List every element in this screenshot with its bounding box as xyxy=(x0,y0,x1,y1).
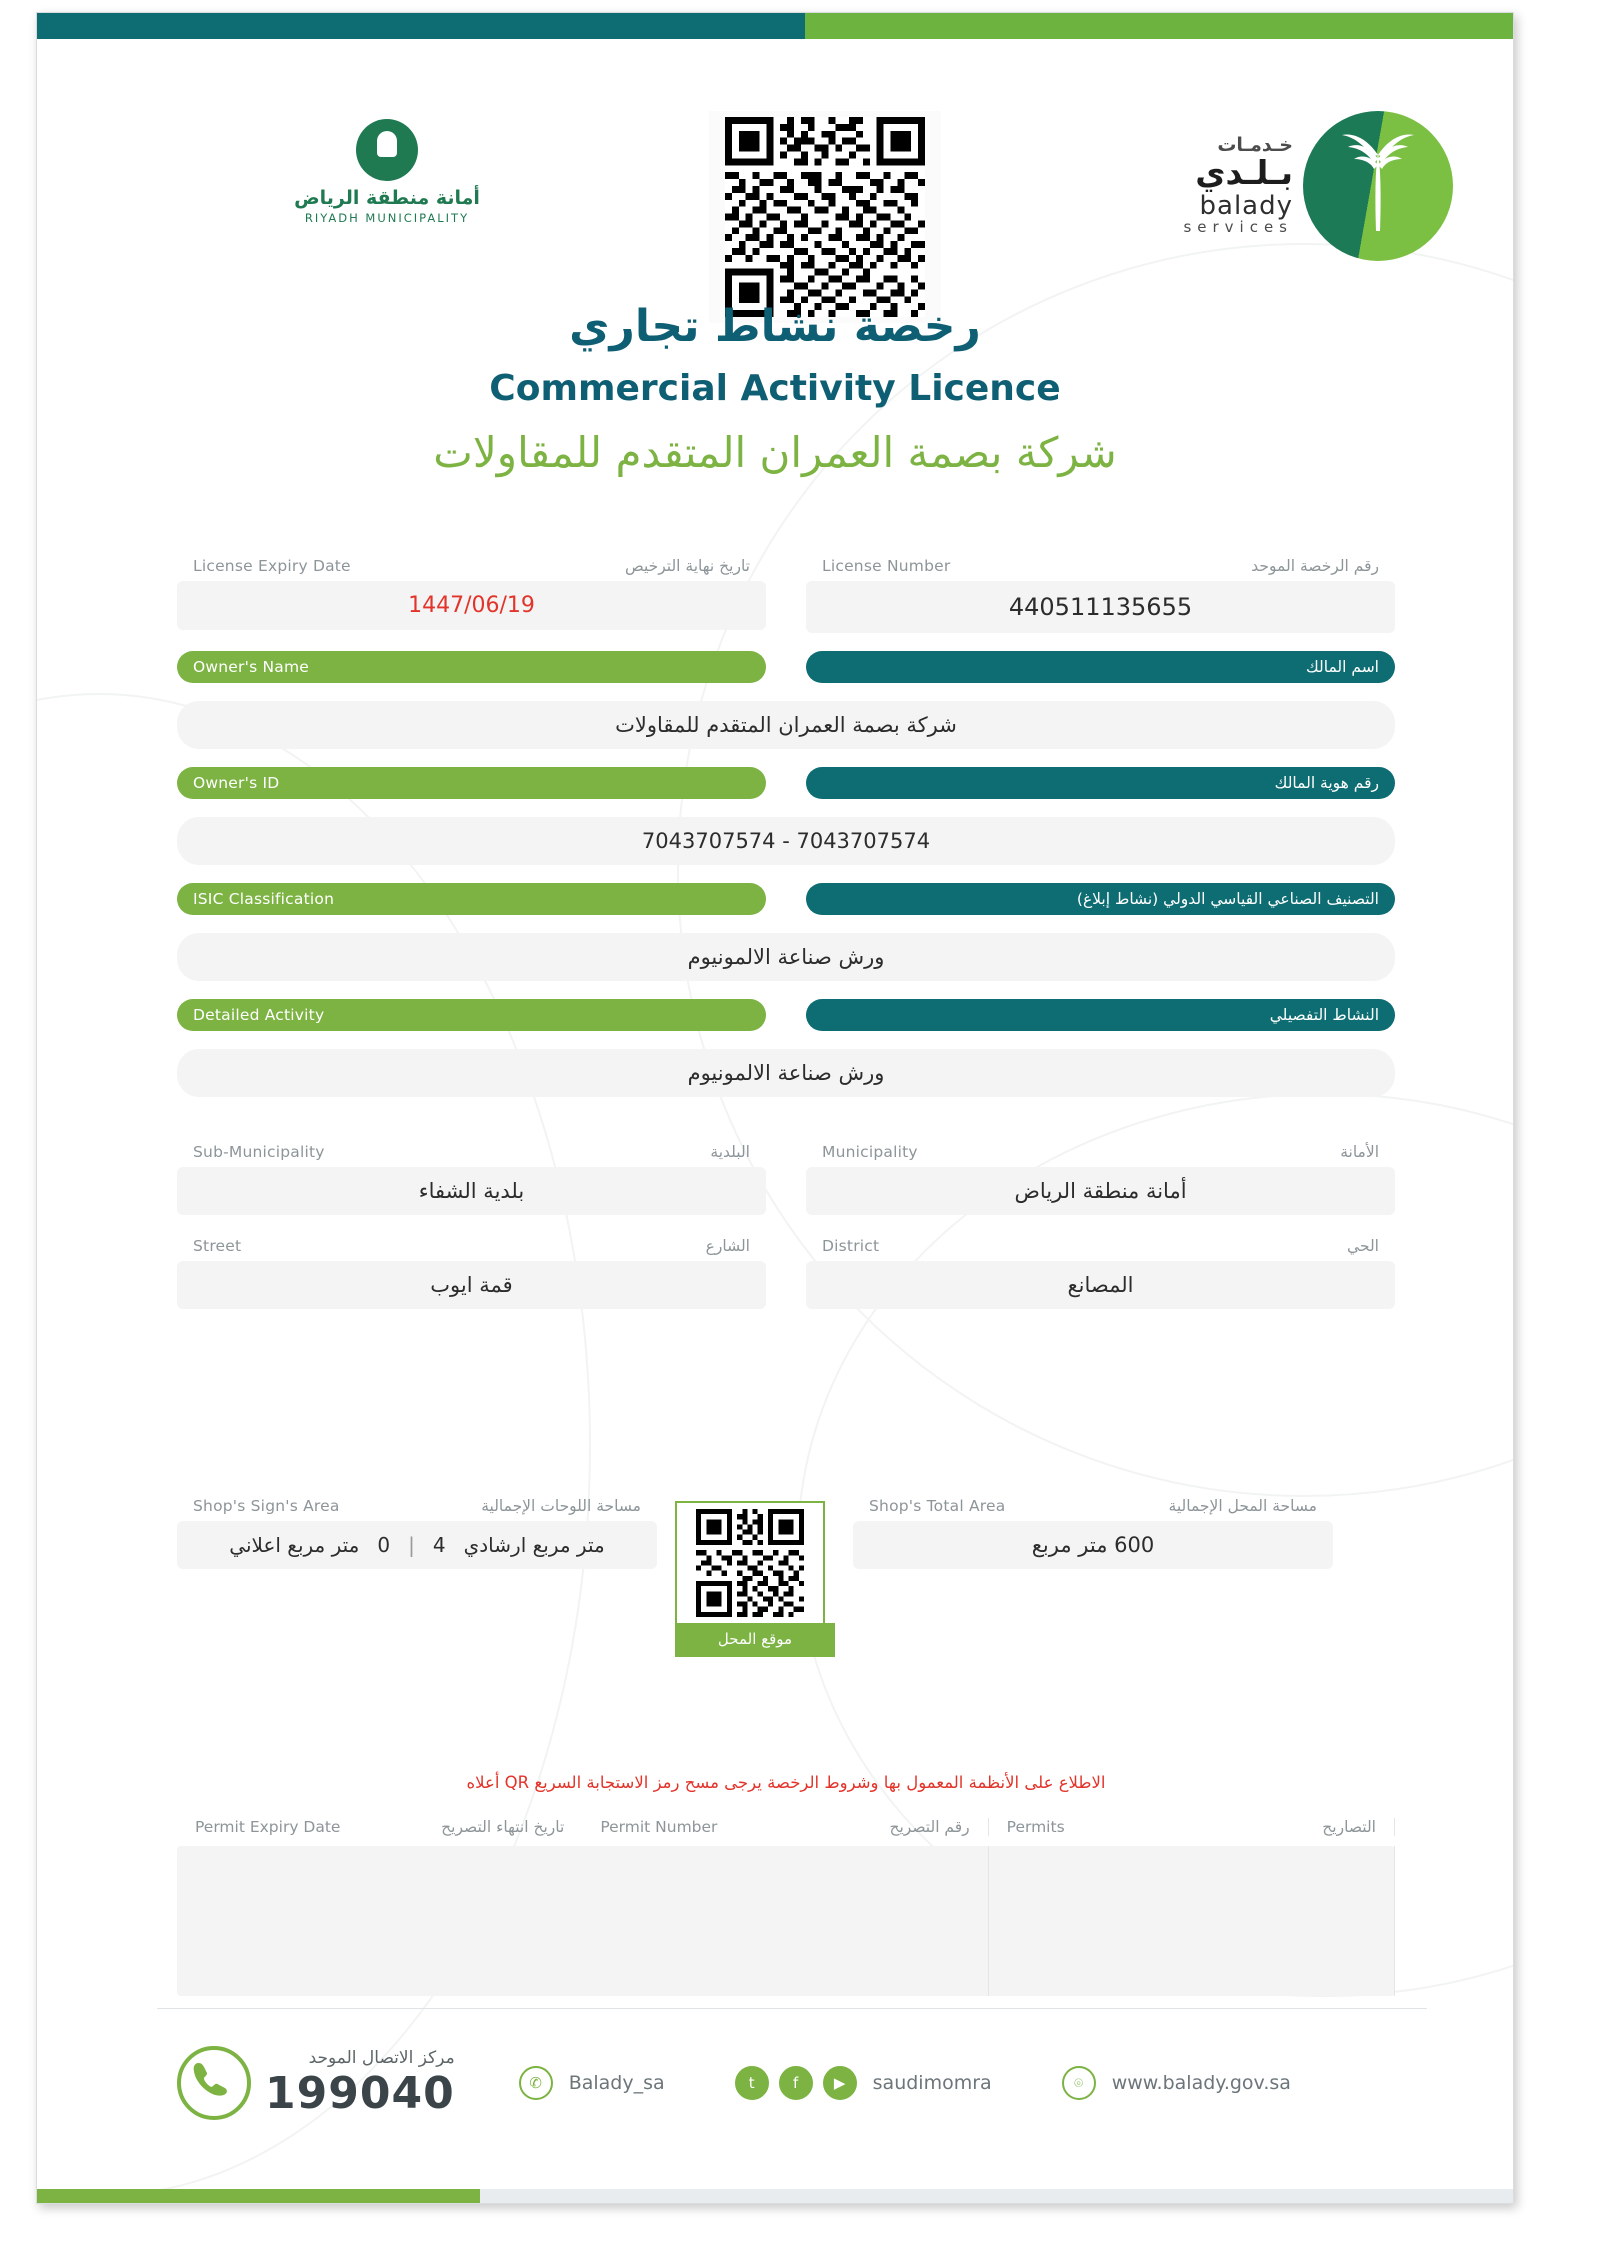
isic-label-ar-pill xyxy=(806,883,1395,915)
permits-col-permits-ar: التصاريح xyxy=(1322,1818,1376,1836)
balady-label-ar-big: بـلـدي xyxy=(1195,153,1293,193)
detailed-activity-label-en-pill xyxy=(177,999,766,1031)
sign-area-label xyxy=(177,1493,657,1517)
permits-col-expiry-en: Permit Expiry Date xyxy=(195,1818,341,1836)
owner-name-label-ar: اسم المالك xyxy=(1305,658,1379,676)
company-name: شركة بصمة العمران المتقدم للمقاولات xyxy=(433,428,1117,477)
top-color-bar xyxy=(37,13,1513,39)
sub-municipality-label-ar: البلدية xyxy=(710,1143,750,1161)
municipality-label xyxy=(806,1139,1395,1163)
globe-icon[interactable]: ⌾ xyxy=(1062,2066,1096,2100)
permits-body-cell-expiry xyxy=(177,1846,582,1996)
shop-location-caption: موقع المحل xyxy=(675,1623,835,1657)
sub-municipality-label-en: Sub-Municipality xyxy=(193,1143,325,1161)
license-expiry-label-ar: تاريخ نهاية الترخيص xyxy=(624,557,750,575)
license-expiry-label xyxy=(177,553,766,577)
sign-area-guide-unit: متر مربع ارشادي xyxy=(463,1533,605,1557)
isic-label-teal xyxy=(806,883,1395,915)
permits-table-header xyxy=(177,1808,1395,1846)
detailed-activity-label-en: Detailed Activity xyxy=(193,1006,325,1024)
sub-municipality-label xyxy=(177,1139,766,1163)
area-section xyxy=(177,1493,1395,1657)
social-handle[interactable]: saudimomra xyxy=(872,2072,992,2094)
total-area-label xyxy=(853,1493,1333,1517)
balady-label-en: balady xyxy=(1199,190,1293,221)
street-label-en: Street xyxy=(193,1237,242,1255)
owner-id-value: 7043707574 - 7043707574 xyxy=(177,817,1395,865)
street-value: قمة ايوب xyxy=(177,1261,766,1309)
isic-label-ar: التصنيف الصناعي القياسي الدولي (نشاط إبلاغ) xyxy=(1076,890,1379,908)
twitter-icon[interactable]: ✆ xyxy=(519,2066,553,2100)
youtube-icon[interactable]: ▶ xyxy=(823,2066,857,2100)
total-area-label-ar: مساحة المحل الإجمالية xyxy=(1168,1497,1317,1515)
sign-area-label-ar: مساحة اللوحات الإجمالية xyxy=(481,1497,641,1515)
sign-area-value-parts xyxy=(193,1533,641,1557)
sign-area-guide-number: 4 xyxy=(432,1533,446,1557)
balady-services-logo xyxy=(1183,111,1453,261)
isic-label-green xyxy=(177,883,766,915)
balady-emblem-icon xyxy=(1303,111,1453,261)
phone-icon xyxy=(177,2046,251,2120)
district-label-en: District xyxy=(822,1237,880,1255)
owner-id-label-ar-pill xyxy=(806,767,1395,799)
municipality-name-ar: أمانة منطقة الرياض xyxy=(294,187,480,209)
owner-name-label-ar-pill xyxy=(806,651,1395,683)
sign-area-label-en: Shop's Sign's Area xyxy=(193,1497,340,1515)
field-sub-municipality xyxy=(177,1139,766,1215)
permits-body-cell-permits xyxy=(989,1846,1395,1996)
license-expiry-value: 1447/06/19 xyxy=(177,581,766,630)
licence-sheet xyxy=(36,12,1514,2204)
municipality-emblem-icon xyxy=(356,119,418,181)
detailed-activity-label-ar: النشاط التفصيلي xyxy=(1269,1006,1379,1024)
district-label xyxy=(806,1233,1395,1257)
owner-name-label-teal xyxy=(806,651,1395,683)
field-license-expiry xyxy=(177,553,766,633)
municipality-value: أمانة منطقة الرياض xyxy=(806,1167,1395,1215)
owner-id-label-teal xyxy=(806,767,1395,799)
permits-col-number-en: Permit Number xyxy=(600,1818,718,1836)
sub-municipality-value: بلدية الشفاء xyxy=(177,1167,766,1215)
bottom-bar-green xyxy=(37,2189,480,2203)
sign-area-ad-unit: متر مربع اعلاني xyxy=(229,1533,360,1557)
isic-value: ورش صناعة الالمونيوم xyxy=(177,933,1395,981)
sign-area-ad-number: 0 xyxy=(377,1533,391,1557)
phone-glyph-icon xyxy=(181,2050,239,2108)
shop-location-qr[interactable] xyxy=(675,1501,835,1657)
total-area-value: 600 متر مربع xyxy=(853,1521,1333,1569)
riyadh-municipality-logo xyxy=(267,119,507,225)
owner-id-label-en: Owner's ID xyxy=(193,774,280,792)
owner-name-label-green xyxy=(177,651,766,683)
field-total-area xyxy=(853,1493,1333,1569)
call-center-number: 199040 xyxy=(265,2067,455,2119)
licence-fields xyxy=(177,553,1395,1327)
license-number-label xyxy=(806,553,1395,577)
detailed-activity-value: ورش صناعة الالمونيوم xyxy=(177,1049,1395,1097)
owner-name-value: شركة بصمة العمران المتقدم للمقاولات xyxy=(177,701,1395,749)
page-title-ar: رخصة نشاط تجاري xyxy=(569,301,981,352)
licence-qr-code[interactable] xyxy=(709,111,941,323)
qr-code-icon xyxy=(715,117,935,317)
municipality-label-en: Municipality xyxy=(822,1143,918,1161)
license-number-value: 440511135655 xyxy=(806,581,1395,633)
field-street xyxy=(177,1233,766,1309)
license-number-label-ar: رقم الرخصة الموحد xyxy=(1251,557,1379,575)
row-isic xyxy=(177,883,1395,915)
municipality-label-ar: الأمانة xyxy=(1340,1143,1379,1161)
permits-col-expiry-ar: تاريخ انتهاء التصريح xyxy=(441,1818,565,1836)
permits-col-number xyxy=(582,1818,988,1836)
license-number-label-en: License Number xyxy=(822,557,951,575)
twitter-handle-group[interactable] xyxy=(519,2066,665,2100)
facebook-icon[interactable]: f xyxy=(779,2066,813,2100)
balady-label-services: services xyxy=(1183,218,1293,237)
permits-table xyxy=(177,1808,1395,1996)
top-bar-teal xyxy=(37,13,805,39)
permits-col-expiry xyxy=(177,1818,582,1836)
owner-id-label-en-pill xyxy=(177,767,766,799)
row-owner-name xyxy=(177,651,1395,683)
website-url[interactable]: www.balady.gov.sa xyxy=(1111,2072,1291,2094)
bottom-color-bar xyxy=(37,2189,1513,2203)
document-header xyxy=(37,49,1513,269)
isic-label-en-pill xyxy=(177,883,766,915)
row-owner-id xyxy=(177,767,1395,799)
permits-body-cell-number xyxy=(582,1846,988,1996)
field-district xyxy=(806,1233,1395,1309)
balady-wordmark xyxy=(1183,136,1293,236)
total-area-label-en: Shop's Total Area xyxy=(869,1497,1006,1515)
license-expiry-label-en: License Expiry Date xyxy=(193,557,351,575)
municipality-name-en: RIYADH MUNICIPALITY xyxy=(304,211,470,225)
twitter-icon-2[interactable]: t xyxy=(735,2066,769,2100)
field-municipality xyxy=(806,1139,1395,1215)
row-license-dates xyxy=(177,553,1395,633)
isic-label-en: ISIC Classification xyxy=(193,890,335,908)
field-sign-area xyxy=(177,1493,657,1569)
top-bar-green xyxy=(805,13,1513,39)
permits-col-permits-en: Permits xyxy=(1006,1818,1065,1836)
twitter-handle[interactable]: Balady_sa xyxy=(568,2072,665,2094)
street-label xyxy=(177,1233,766,1257)
owner-id-label-green xyxy=(177,767,766,799)
permits-table-body xyxy=(177,1846,1395,1996)
qr-warning-text: الاطلاع على الأنظمة المعمول بها وشروط الرخصة يرجى مسح رمز الاستجابة السريع QR أعلاه xyxy=(466,1773,1106,1792)
detailed-activity-label-green xyxy=(177,999,766,1031)
balady-label-ar-small: خـدمـات xyxy=(1217,134,1293,157)
row-address xyxy=(177,1233,1395,1309)
owner-name-label-en-pill xyxy=(177,651,766,683)
detailed-activity-label-teal xyxy=(806,999,1395,1031)
sign-area-separator: | xyxy=(408,1533,415,1557)
document-footer xyxy=(177,2023,1427,2143)
sign-area-value xyxy=(177,1521,657,1569)
shop-location-qr-code[interactable] xyxy=(675,1501,825,1623)
district-label-ar: الحي xyxy=(1347,1237,1379,1255)
field-license-number xyxy=(806,553,1395,633)
row-detailed-activity xyxy=(177,999,1395,1031)
detailed-activity-label-ar-pill xyxy=(806,999,1395,1031)
page-title-en: Commercial Activity Licence xyxy=(489,368,1061,409)
qr-code-icon xyxy=(683,1509,817,1617)
website-group[interactable] xyxy=(1062,2066,1291,2100)
call-center-label: مركز الاتصال الموحد xyxy=(308,2047,455,2068)
social-handles-group[interactable] xyxy=(735,2066,992,2100)
section-spacer xyxy=(177,1097,1395,1139)
street-label-ar: الشارع xyxy=(705,1237,750,1255)
row-municipality xyxy=(177,1139,1395,1215)
district-value: المصانع xyxy=(806,1261,1395,1309)
owner-name-label-en: Owner's Name xyxy=(193,658,310,676)
permits-col-number-ar: رقم التصريح xyxy=(889,1818,970,1836)
owner-id-label-ar: رقم هوية المالك xyxy=(1274,774,1379,792)
call-center-block xyxy=(265,2048,455,2119)
footer-divider xyxy=(157,2008,1427,2009)
permits-col-permits xyxy=(989,1818,1395,1836)
palm-tree-icon xyxy=(1340,127,1416,245)
